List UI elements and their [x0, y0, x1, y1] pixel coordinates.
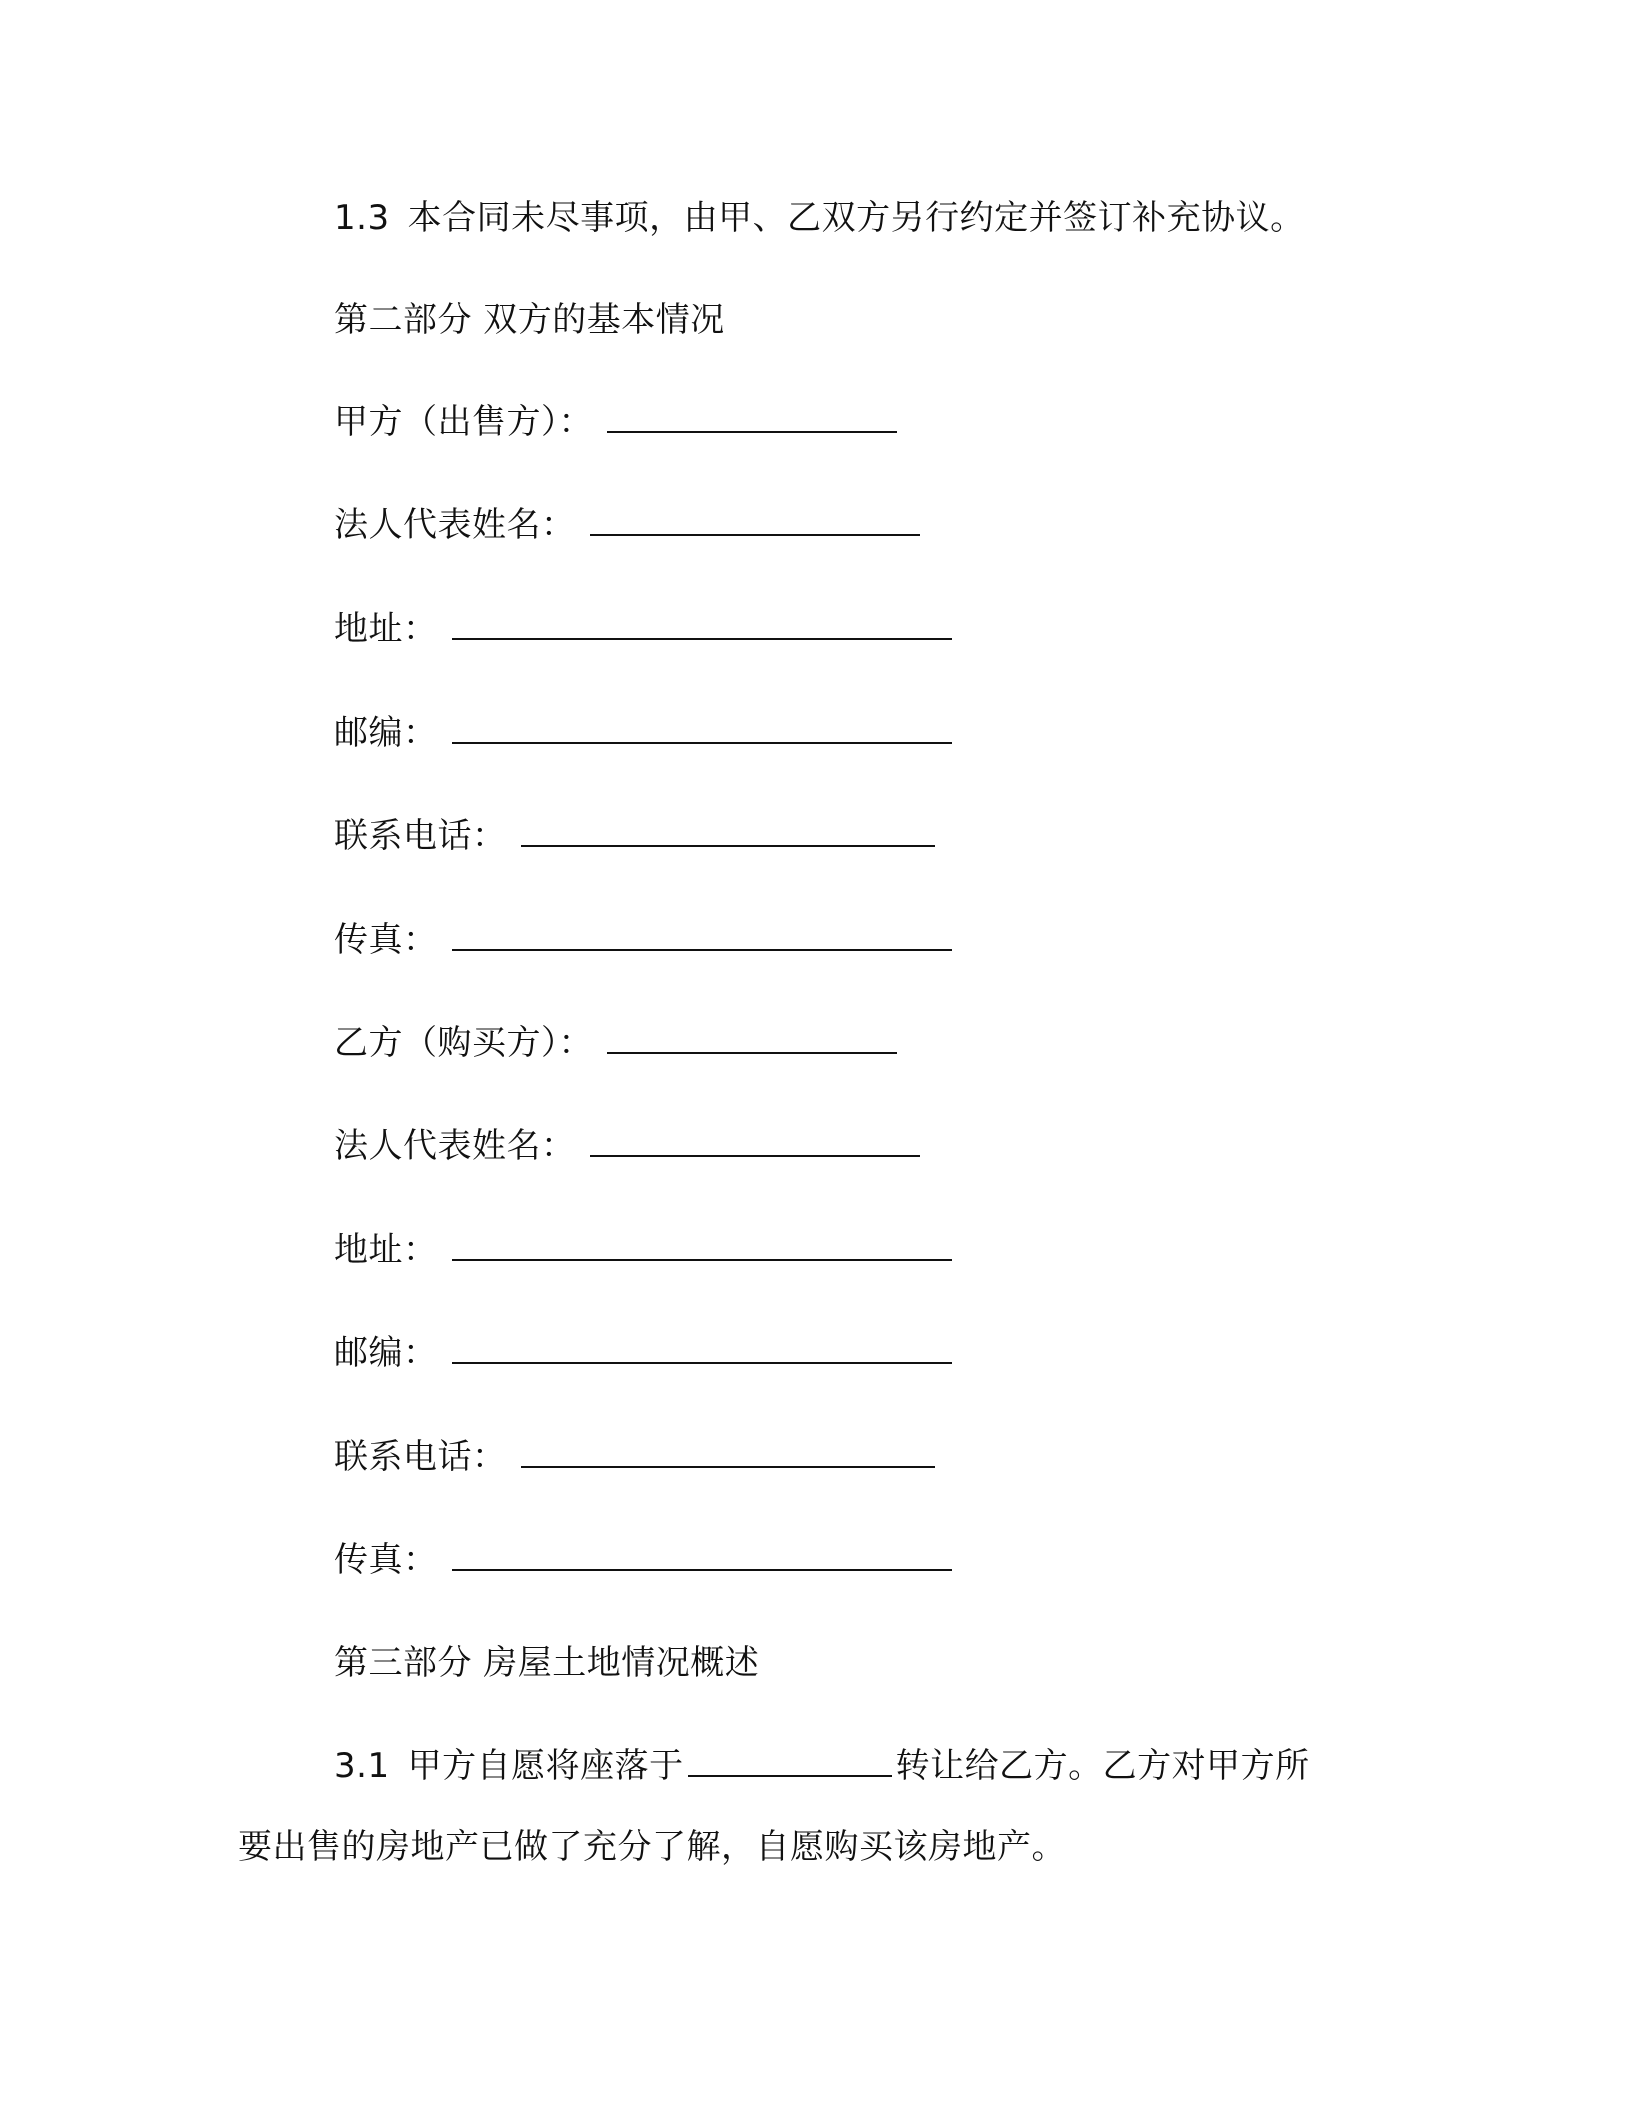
party-b-phone-label: 联系电话： — [334, 1437, 507, 1477]
party-a-title-label: 甲方（出售方）： — [334, 402, 593, 442]
party-b-legal-rep-field[interactable] — [590, 1125, 920, 1157]
clause-text: 本合同未尽事项，由甲、乙双方另行约定并签订补充协议。 — [407, 198, 1305, 238]
party-a-legal-rep-row — [334, 503, 920, 547]
party-b-postcode-row — [334, 1331, 952, 1375]
party-b-fax-row — [334, 1538, 952, 1582]
party-a-address-row — [334, 607, 952, 651]
part-two-heading: 第二部分 双方的基本情况 — [334, 300, 725, 340]
party-a-address-field[interactable] — [452, 608, 952, 640]
party-b-postcode-label: 邮编： — [334, 1333, 438, 1373]
clause-text-before: 甲方自愿将座落于 — [407, 1746, 684, 1786]
party-a-phone-field[interactable] — [521, 815, 935, 847]
party-b-fax-label: 传真： — [334, 1540, 438, 1580]
party-a-phone-row — [334, 814, 935, 858]
party-b-address-label: 地址： — [334, 1230, 438, 1270]
property-location-field[interactable] — [688, 1745, 892, 1777]
clause-3-1 — [334, 1744, 1310, 1788]
party-a-legal-rep-field[interactable] — [590, 504, 920, 536]
party-a-title-row — [334, 400, 897, 444]
party-b-fax-field[interactable] — [452, 1539, 952, 1571]
clause-3-1-continuation: 要出售的房地产已做了充分了解，自愿购买该房地产。 — [238, 1827, 1066, 1867]
party-a-address-label: 地址： — [334, 609, 438, 649]
party-a-phone-label: 联系电话： — [334, 816, 507, 856]
party-a-postcode-label: 邮编： — [334, 713, 438, 753]
party-a-fax-label: 传真： — [334, 920, 438, 960]
party-b-address-row — [334, 1228, 952, 1272]
party-b-address-field[interactable] — [452, 1229, 952, 1261]
party-b-name-field[interactable] — [607, 1022, 897, 1054]
party-b-legal-rep-label: 法人代表姓名： — [334, 1126, 576, 1166]
party-b-phone-row — [334, 1435, 935, 1479]
party-b-legal-rep-row — [334, 1124, 920, 1168]
party-b-postcode-field[interactable] — [452, 1332, 952, 1364]
party-b-title-label: 乙方（购买方）： — [334, 1023, 593, 1063]
party-a-postcode-field[interactable] — [452, 712, 952, 744]
clause-text-after: 转让给乙方。乙方对甲方所 — [895, 1746, 1310, 1786]
clause-1-3 — [334, 196, 1305, 240]
party-a-name-field[interactable] — [607, 401, 897, 433]
party-a-fax-field[interactable] — [452, 919, 952, 951]
party-b-title-row — [334, 1021, 897, 1065]
party-a-fax-row — [334, 918, 952, 962]
clause-number: 3.1 — [334, 1746, 390, 1786]
party-b-phone-field[interactable] — [521, 1436, 935, 1468]
party-a-postcode-row — [334, 711, 952, 755]
party-a-legal-rep-label: 法人代表姓名： — [334, 505, 576, 545]
part-three-heading: 第三部分 房屋土地情况概述 — [334, 1643, 760, 1683]
clause-number: 1.3 — [334, 198, 390, 238]
